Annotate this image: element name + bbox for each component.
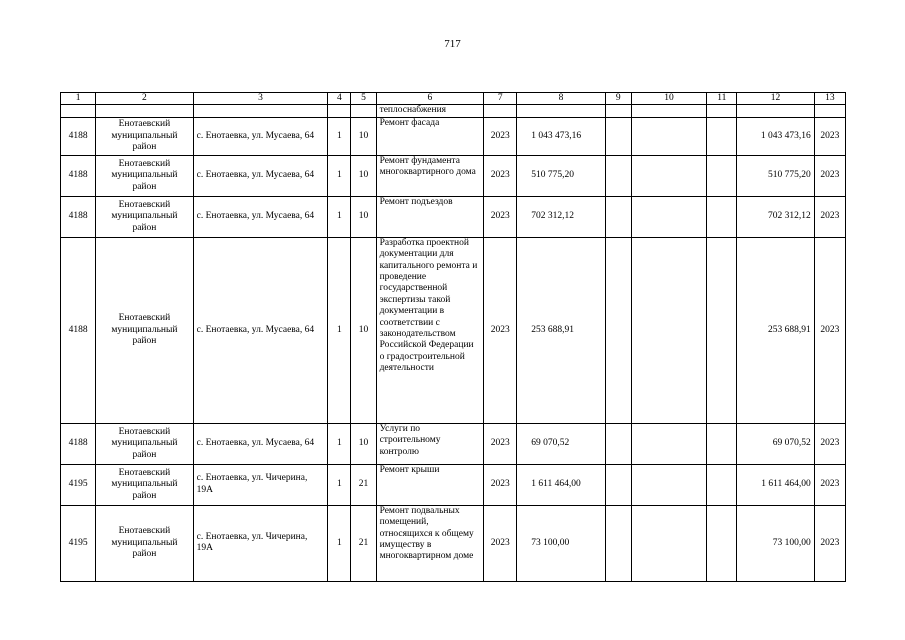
- col11-cell: [707, 464, 737, 505]
- cost-cell: 1 611 464,00: [517, 464, 605, 505]
- cost-cell: 69 070,52: [517, 423, 605, 464]
- col5-cell: 10: [351, 196, 376, 237]
- year-cell: 2023: [484, 237, 517, 423]
- id-cell: 4188: [61, 155, 96, 196]
- col5-cell: 21: [351, 464, 376, 505]
- district-cell: Енотаевский муниципальный район: [96, 117, 193, 155]
- total-cell: 69 070,52: [737, 423, 814, 464]
- col9-cell: [605, 155, 631, 196]
- cell: [484, 105, 517, 117]
- address-cell: с. Енотаевка, ул. Чичерина, 19А: [193, 505, 328, 581]
- work-type-cell: Ремонт подъездов: [376, 196, 484, 237]
- cost-cell: 253 688,91: [517, 237, 605, 423]
- col10-cell: [631, 196, 706, 237]
- table-row: [61, 505, 846, 581]
- table-row: [61, 464, 846, 505]
- cell: [351, 105, 376, 117]
- address-cell: с. Енотаевка, ул. Чичерина, 19А: [193, 464, 328, 505]
- work-type-cell: Ремонт фундамента многоквартирного дома: [376, 155, 484, 196]
- col11-cell: [707, 196, 737, 237]
- total-cell: 73 100,00: [737, 505, 814, 581]
- district-cell: Енотаевский муниципальный район: [96, 464, 193, 505]
- id-cell: 4188: [61, 117, 96, 155]
- year-cell: 2023: [484, 505, 517, 581]
- cell: [61, 105, 96, 117]
- end-year-cell: 2023: [814, 155, 845, 196]
- column-number-cell: 9: [605, 93, 631, 105]
- table-row: [61, 155, 846, 196]
- column-number-cell: 13: [814, 93, 845, 105]
- work-type-cell: теплоснабжения: [376, 105, 484, 117]
- col9-cell: [605, 196, 631, 237]
- work-type-cell: Ремонт крыши: [376, 464, 484, 505]
- column-number-cell: 4: [328, 93, 351, 105]
- column-number-cell: 5: [351, 93, 376, 105]
- col5-cell: 10: [351, 423, 376, 464]
- col9-cell: [605, 464, 631, 505]
- column-number-cell: 8: [517, 93, 605, 105]
- address-cell: с. Енотаевка, ул. Мусаева, 64: [193, 423, 328, 464]
- total-cell: 702 312,12: [737, 196, 814, 237]
- id-cell: 4188: [61, 196, 96, 237]
- table-row: [61, 423, 846, 464]
- col4-cell: 1: [328, 505, 351, 581]
- col10-cell: [631, 464, 706, 505]
- col5-cell: 10: [351, 155, 376, 196]
- year-cell: 2023: [484, 196, 517, 237]
- col11-cell: [707, 155, 737, 196]
- district-cell: Енотаевский муниципальный район: [96, 505, 193, 581]
- end-year-cell: 2023: [814, 423, 845, 464]
- works-table: [60, 92, 846, 582]
- cost-cell: 702 312,12: [517, 196, 605, 237]
- col9-cell: [605, 117, 631, 155]
- page-number: 717: [444, 38, 461, 50]
- work-type-cell: Разработка проектной документации для капитального ремонта и проведение государственной экспертизы такой документации в соответствии с законодательством Российской Федерации о градостроительной деятельности: [376, 237, 484, 423]
- col9-cell: [605, 423, 631, 464]
- cell: [631, 105, 706, 117]
- district-cell: Енотаевский муниципальный район: [96, 237, 193, 423]
- year-cell: 2023: [484, 117, 517, 155]
- work-type-cell: Ремонт фасада: [376, 117, 484, 155]
- year-cell: 2023: [484, 155, 517, 196]
- address-cell: с. Енотаевка, ул. Мусаева, 64: [193, 117, 328, 155]
- col5-cell: 10: [351, 237, 376, 423]
- end-year-cell: 2023: [814, 196, 845, 237]
- end-year-cell: 2023: [814, 117, 845, 155]
- col5-cell: 21: [351, 505, 376, 581]
- column-number-cell: 2: [96, 93, 193, 105]
- column-number-cell: 12: [737, 93, 814, 105]
- col10-cell: [631, 505, 706, 581]
- id-cell: 4195: [61, 505, 96, 581]
- address-cell: с. Енотаевка, ул. Мусаева, 64: [193, 237, 328, 423]
- end-year-cell: 2023: [814, 464, 845, 505]
- col4-cell: 1: [328, 117, 351, 155]
- work-type-cell: Услуги по строительному контролю: [376, 423, 484, 464]
- district-cell: Енотаевский муниципальный район: [96, 423, 193, 464]
- total-cell: 1 611 464,00: [737, 464, 814, 505]
- work-type-cell: Ремонт подвальных помещений, относящихся к общему имуществу в многоквартирном доме: [376, 505, 484, 581]
- id-cell: 4195: [61, 464, 96, 505]
- table-row: [61, 117, 846, 155]
- district-cell: Енотаевский муниципальный район: [96, 155, 193, 196]
- col10-cell: [631, 117, 706, 155]
- col10-cell: [631, 237, 706, 423]
- col4-cell: 1: [328, 423, 351, 464]
- col4-cell: 1: [328, 196, 351, 237]
- cell: [96, 105, 193, 117]
- cell: [193, 105, 328, 117]
- col4-cell: 1: [328, 237, 351, 423]
- table-row: [61, 196, 846, 237]
- column-number-cell: 11: [707, 93, 737, 105]
- cell: [737, 105, 814, 117]
- district-cell: Енотаевский муниципальный район: [96, 196, 193, 237]
- year-cell: 2023: [484, 464, 517, 505]
- column-number-cell: 1: [61, 93, 96, 105]
- col9-cell: [605, 505, 631, 581]
- col9-cell: [605, 237, 631, 423]
- col10-cell: [631, 423, 706, 464]
- col5-cell: 10: [351, 117, 376, 155]
- total-cell: 510 775,20: [737, 155, 814, 196]
- col11-cell: [707, 117, 737, 155]
- id-cell: 4188: [61, 423, 96, 464]
- total-cell: 253 688,91: [737, 237, 814, 423]
- column-number-row: [61, 93, 846, 105]
- address-cell: с. Енотаевка, ул. Мусаева, 64: [193, 196, 328, 237]
- col4-cell: 1: [328, 155, 351, 196]
- column-number-cell: 6: [376, 93, 484, 105]
- cost-cell: 1 043 473,16: [517, 117, 605, 155]
- cell: [814, 105, 845, 117]
- continuation-row: [61, 105, 846, 117]
- end-year-cell: 2023: [814, 237, 845, 423]
- cost-cell: 73 100,00: [517, 505, 605, 581]
- col11-cell: [707, 505, 737, 581]
- id-cell: 4188: [61, 237, 96, 423]
- cell: [517, 105, 605, 117]
- col4-cell: 1: [328, 464, 351, 505]
- col11-cell: [707, 423, 737, 464]
- table-row: [61, 237, 846, 423]
- column-number-cell: 7: [484, 93, 517, 105]
- col11-cell: [707, 237, 737, 423]
- col10-cell: [631, 155, 706, 196]
- cell: [605, 105, 631, 117]
- cost-cell: 510 775,20: [517, 155, 605, 196]
- year-cell: 2023: [484, 423, 517, 464]
- cell: [707, 105, 737, 117]
- address-cell: с. Енотаевка, ул. Мусаева, 64: [193, 155, 328, 196]
- cell: [328, 105, 351, 117]
- column-number-cell: 10: [631, 93, 706, 105]
- total-cell: 1 043 473,16: [737, 117, 814, 155]
- end-year-cell: 2023: [814, 505, 845, 581]
- column-number-cell: 3: [193, 93, 328, 105]
